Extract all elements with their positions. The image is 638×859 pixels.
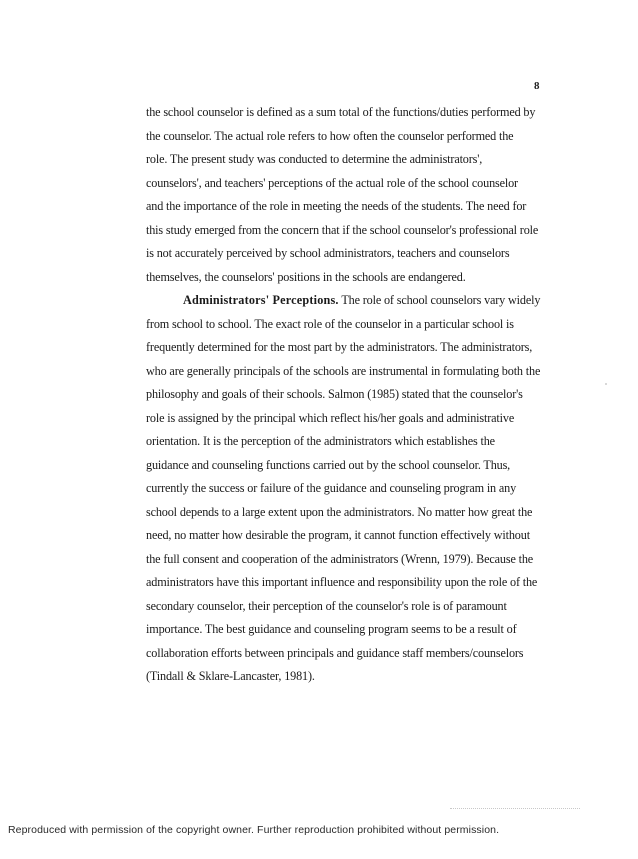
paragraph-administrators-perceptions <box>146 289 546 689</box>
copyright-notice: Reproduced with permission of the copyright owner. Further reproduction prohibited without permission. <box>8 824 500 836</box>
section-heading-administrators-perceptions: Administrators' Perceptions. <box>183 293 339 307</box>
paragraph-administrators-body: The role of school counselors vary widely from school to school. The exact role of the counselor in a particular school is frequently determined for the most part by the administrators. The administrators, who are generally principals of the schools are instrumental in formulating both the philosophy and goals of their schools. Salmon (1985) stated that the counselor's role is assigned by the principal which reflect his/her goals and administrative orientation. It is the perception of the administrators which establishes the guidance and counseling functions carried out by the school counselor. Thus, currently the success or failure of the guidance and counseling program in any school depends to a large extent upon the administrators. No matter how great the need, no matter how desirable the program, it cannot function effectively without the full consent and cooperation of the administrators (Wrenn, 1979). Because the administrators have this important influence and responsibility upon the role of the secondary counselor, their perception of the counselor's role is of paramount importance. The best guidance and counseling program seems to be a result of collaboration efforts between principals and guidance staff members/counselors (Tindall & Sklare-Lancaster, 1981). <box>146 293 541 683</box>
document-body <box>146 101 546 689</box>
paragraph-role-definition: the school counselor is defined as a sum total of the functions/duties performed by the counselor. The actual role refers to how often the counselor performed the role. The present study was conducted to determine the administrators', counselors', and teachers' perceptions of the actual role of the school counselor and the importance of the role in meeting the needs of the students. The need for this study emerged from the concern that if the school counselor's professional role is not accurately perceived by school administrators, teachers and counselors themselves, the counselors' positions in the schools are endangered. <box>146 105 539 284</box>
page-number: 8 <box>534 80 540 92</box>
scan-artifact-speck <box>605 383 607 385</box>
scan-artifact-dots <box>450 808 580 809</box>
